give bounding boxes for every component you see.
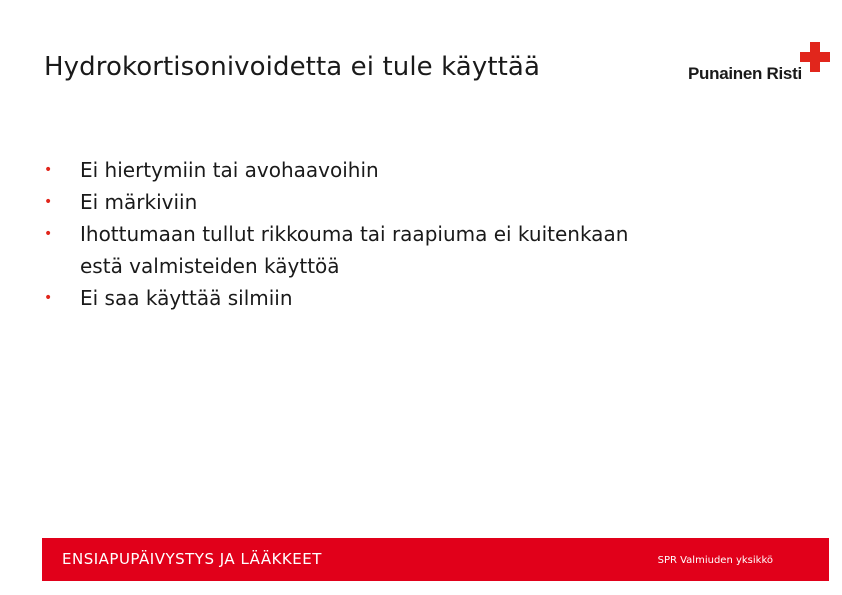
bullet-icon: •: [44, 226, 53, 242]
bullet-icon: •: [44, 290, 53, 306]
list-item-text-continued: estä valmisteiden käyttöä: [80, 254, 340, 278]
list-item: [44, 282, 764, 314]
punainen-risti-logo: [688, 42, 830, 90]
list-item: [44, 218, 764, 282]
bullet-list: [44, 154, 764, 314]
list-item: [44, 186, 764, 218]
list-item-text: Ihottumaan tullut rikkouma tai raapiuma ei kuitenkaan: [80, 222, 629, 246]
bullet-icon: •: [44, 194, 53, 210]
page-title: Hydrokortisonivoidetta ei tule käyttää: [44, 52, 540, 82]
list-item-text: Ei saa käyttää silmiin: [80, 286, 293, 310]
list-item-text: Ei märkiviin: [80, 190, 198, 214]
footer-course-title: ENSIAPUPÄIVYSTYS JA LÄÄKKEET: [62, 550, 322, 568]
logo-text: Punainen Risti: [688, 64, 802, 83]
list-item: [44, 154, 764, 186]
list-item-text: Ei hiertymiin tai avohaavoihin: [80, 158, 379, 182]
red-cross-icon: [800, 42, 830, 72]
footer-bar: [42, 538, 829, 581]
footer-organization: SPR Valmiuden yksikkö: [657, 555, 773, 566]
bullet-icon: •: [44, 162, 53, 178]
